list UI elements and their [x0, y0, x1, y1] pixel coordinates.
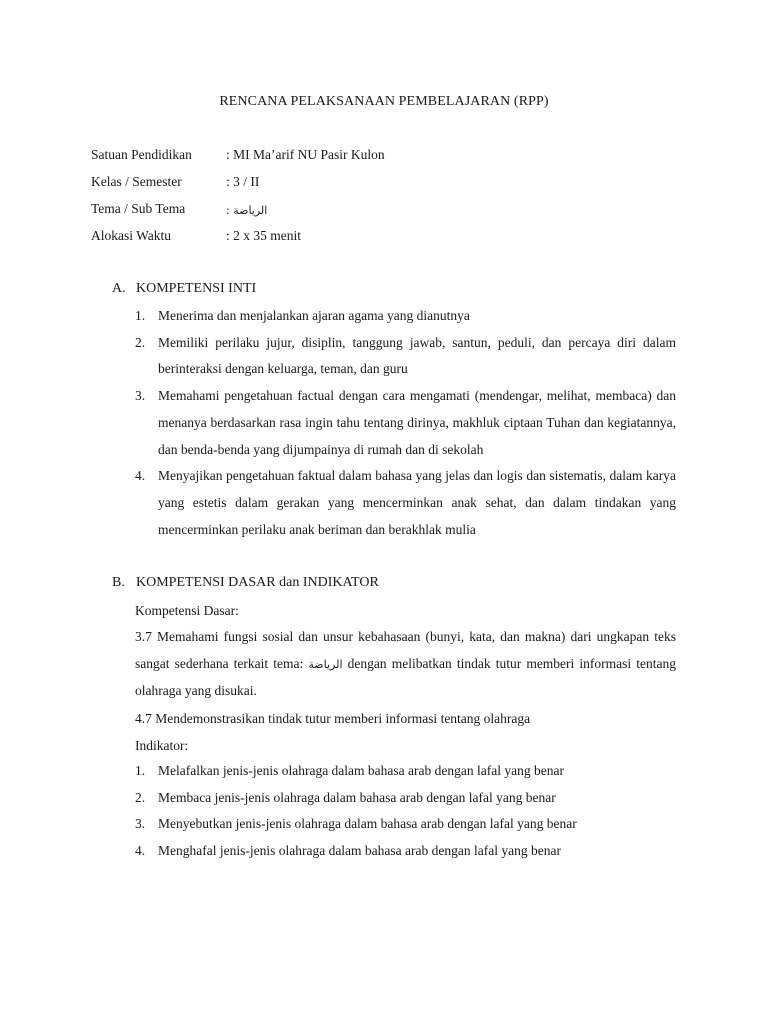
kd-3-7-text-end: dengan melibatkan tindak tutur memberi informasi tentang olahraga yang disukai. — [135, 655, 676, 699]
section-title: KOMPETENSI INTI — [136, 281, 257, 296]
meta-row-alokasi — [91, 227, 385, 254]
document-title: RENCANA PELAKSANAAN PEMBELAJARAN (RPP) — [219, 94, 549, 109]
kd-4-7: 4.7 Mendemonstrasikan tindak tutur memberi informasi tentang olahraga — [135, 711, 531, 726]
item-number: 2. — [135, 334, 146, 350]
item-text: Membaca jenis-jenis olahraga dalam bahasa arab dengan lafal yang benar — [158, 789, 556, 805]
item-number: 2. — [135, 789, 146, 805]
item-number: 3. — [135, 816, 146, 832]
item-text: Menyebutkan jenis-jenis olahraga dalam bahasa arab dengan lafal yang benar — [158, 816, 577, 832]
list-item — [135, 758, 676, 785]
meta-label: Alokasi Waktu — [91, 228, 172, 243]
identity-table — [91, 146, 385, 254]
item-text: Menghafal jenis-jenis olahraga dalam bahasa arab dengan lafal yang benar — [158, 843, 561, 859]
meta-label: Satuan Pendidikan — [91, 147, 192, 162]
section-title: KOMPETENSI DASAR dan INDIKATOR — [136, 575, 379, 590]
meta-row-kelas — [91, 173, 385, 200]
item-text: Menyajikan pengetahuan faktual dalam bahasa yang jelas dan logis dan sistematis, dalam karya yang estetis dalam gerakan yang mencerminkan anak sehat, dan dalam tindakan yang mencerminkan perilaku anak beriman dan berakhlak mulia — [158, 468, 676, 537]
meta-value: : 2 x 35 menit — [226, 228, 301, 243]
kd-3-7-arabic: الرياضة — [308, 657, 343, 671]
indikator-list — [135, 758, 676, 865]
indikator-label: Indikator: — [135, 738, 189, 753]
item-number: 3. — [135, 388, 146, 404]
item-text: Memiliki perilaku jujur, disiplin, tanggung jawab, santun, peduli, dan percaya diri dalam berinteraksi dengan keluarga, teman, dan guru — [158, 334, 676, 377]
item-text: Menerima dan menjalankan ajaran agama yang dianutnya — [158, 308, 470, 323]
item-text: Memahami pengetahuan factual dengan cara mengamati (mendengar, melihat, membaca) dan menanya berdasarkan rasa ingin tahu tentang dirinya, makhluk ciptaan Tuhan dan kegiatannya, dan benda-benda yang dijumpainya di rumah dan di sekolah — [158, 388, 676, 457]
item-number: 1. — [135, 308, 146, 323]
meta-row-tema — [91, 200, 385, 227]
list-item — [135, 303, 676, 330]
item-number: 4. — [135, 843, 146, 859]
section-a-heading — [112, 281, 256, 297]
meta-label: Kelas / Semester — [91, 174, 182, 189]
item-text: Melafalkan jenis-jenis olahraga dalam bahasa arab dengan lafal yang benar — [158, 763, 564, 778]
item-number: 1. — [135, 763, 146, 778]
kd-3-7-text: 3.7 Memahami fungsi sosial dan unsur kebahasaan (bunyi, kata, dan makna) dari ungkapan teks sangat sederhana terkait tema: — [135, 629, 676, 671]
list-item — [135, 330, 676, 383]
meta-value: : MI Ma’arif NU Pasir Kulon — [226, 147, 385, 162]
list-item — [135, 383, 676, 463]
list-item — [135, 838, 676, 865]
list-item — [135, 785, 676, 812]
kd-label: Kompetensi Dasar: — [135, 603, 239, 618]
kd-3-7-paragraph — [135, 624, 676, 705]
list-item — [135, 811, 676, 838]
meta-value: : 3 / II — [226, 174, 260, 189]
kompetensi-inti-list — [135, 303, 676, 543]
meta-value: : الرياضة — [226, 204, 268, 217]
meta-row-satuan — [91, 146, 385, 173]
section-letter: B. — [112, 575, 125, 590]
section-letter: A. — [112, 281, 126, 296]
section-b-heading — [112, 575, 379, 591]
list-item — [135, 463, 676, 543]
meta-label: Tema / Sub Tema — [91, 201, 186, 216]
item-number: 4. — [135, 468, 146, 484]
